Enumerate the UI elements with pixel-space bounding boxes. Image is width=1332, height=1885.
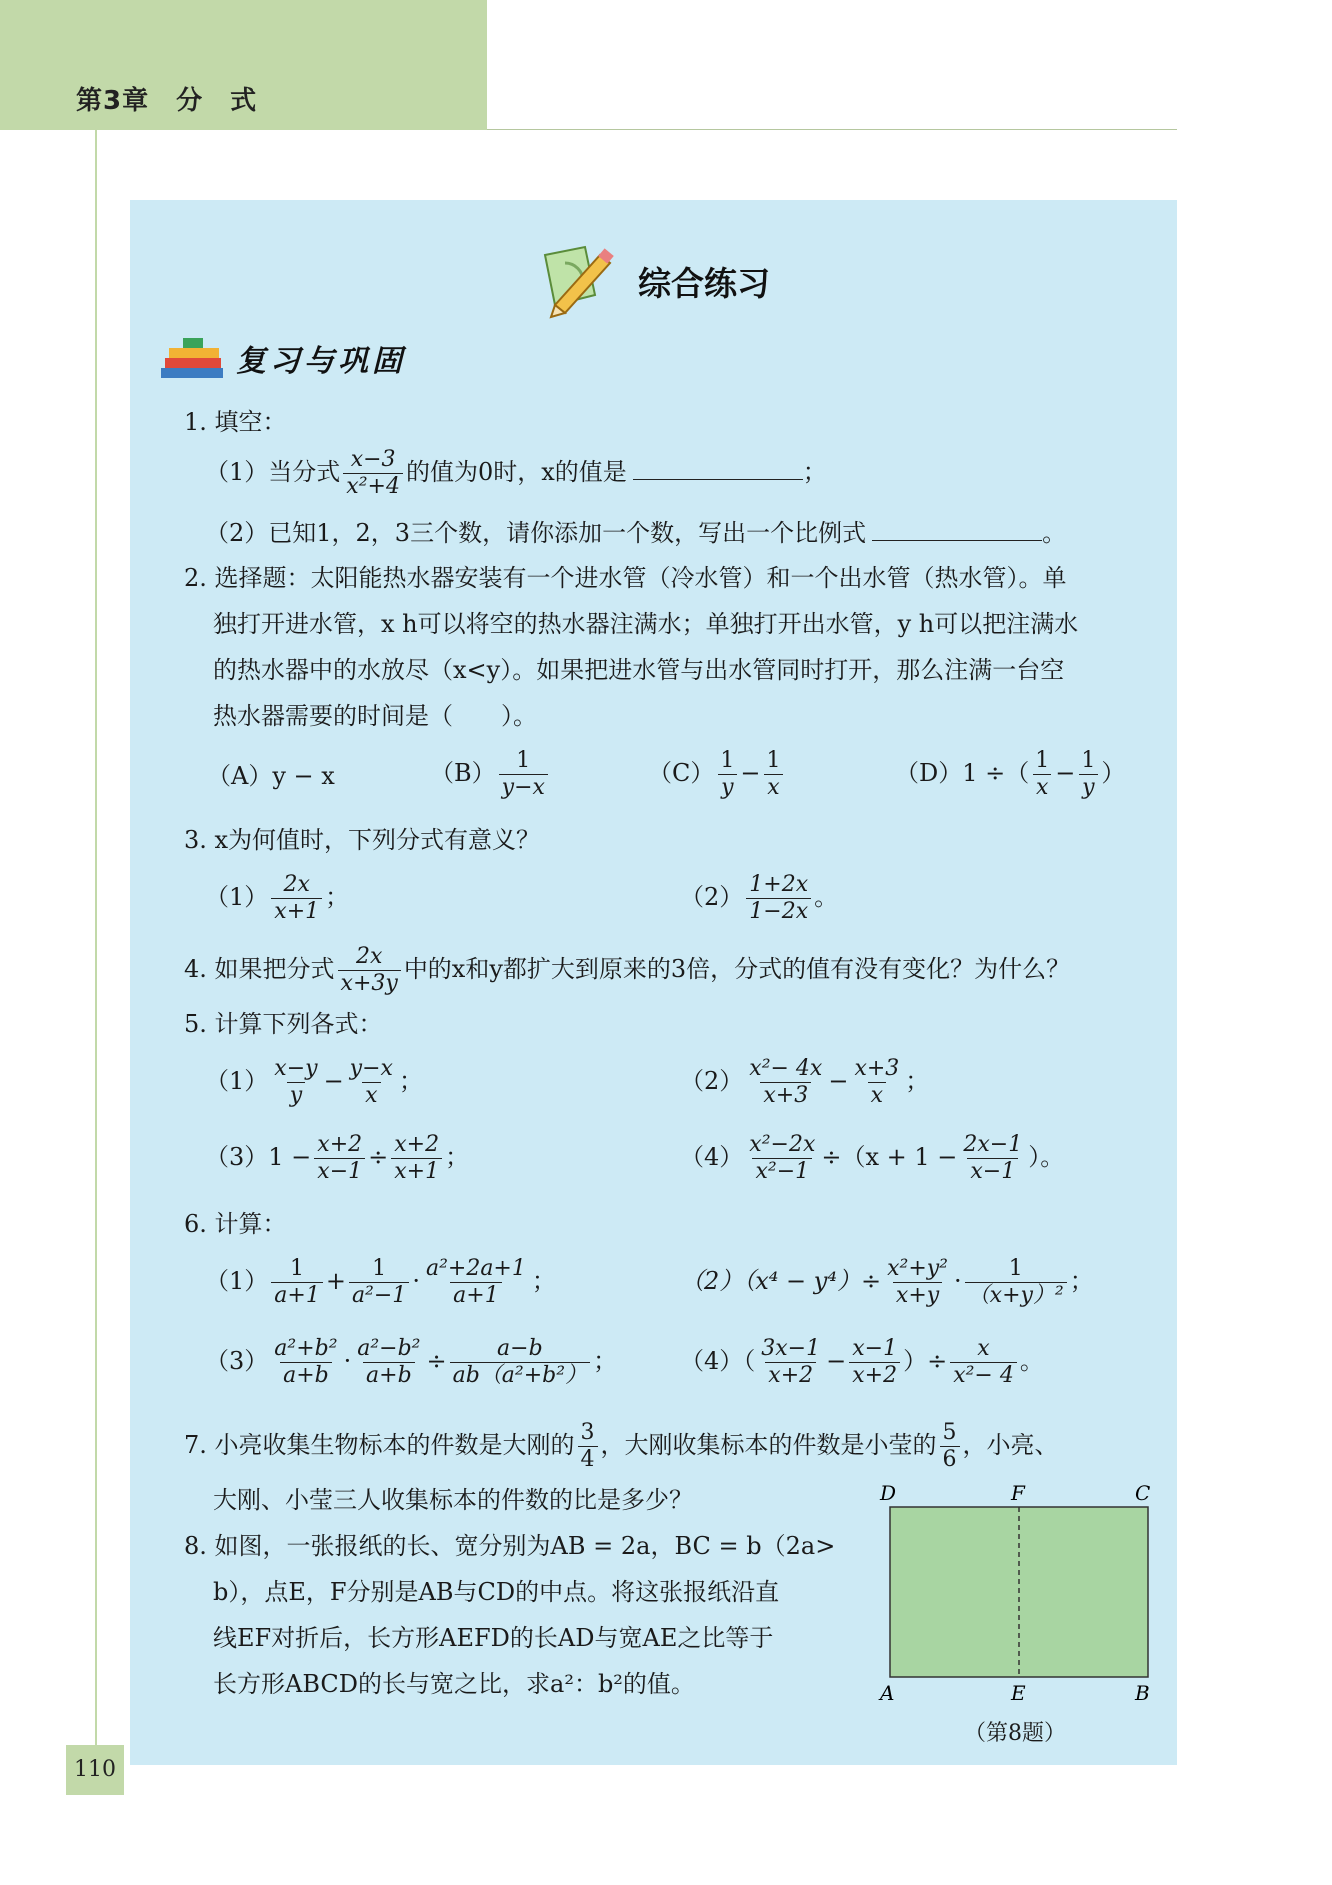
margin-rule	[95, 130, 97, 1795]
q5-heading: 5. 计算下列各式：	[184, 1010, 383, 1038]
q5-part3: （3）1 − $\frac{x+2}{x-1}$ ÷ $\frac{x+2}{x+1}$ ；	[205, 1132, 470, 1184]
chapter-title: 第3章 分 式	[76, 86, 258, 116]
answer-blank	[633, 457, 803, 480]
page-number: 110	[66, 1745, 124, 1795]
q1-part1: （1）当分式 $\frac{x-3}{\text{x²+4}}$ 的值为0时，x的值是 ；	[205, 447, 827, 499]
q2-option-d: （D）1 ÷（ $\frac{1}{x}$ − $\frac{1}{y}$ ）	[895, 748, 1126, 800]
header-rule	[487, 129, 1177, 130]
label-b: B	[1135, 1681, 1150, 1705]
q8-line-1: 8. 如图，一张报纸的长、宽分别为AB = 2a，BC = b（2a>	[184, 1532, 836, 1560]
q6-part2: （2）（x⁴ − y⁴）÷ $\frac{\text{x²+y²}}{x+y}$ · $\frac{1}{\text{（x+y）²}}$ ；	[680, 1256, 1094, 1308]
q2-line-4: 热水器需要的时间是（ ）。	[213, 702, 537, 730]
section-title: 复习与巩固	[236, 344, 406, 379]
q4-text: 4. 如果把分式 $\frac{2x}{x+3y}$ 中的x和y都扩大到原来的3倍，分式的值有没有变化？为什么？	[184, 944, 1071, 996]
figure-caption: （第8题）	[964, 1721, 1066, 1746]
q1-part2: （2）已知1，2，3三个数，请你添加一个数，写出一个比例式 。	[205, 519, 1067, 547]
q8-line-2: b），点E，F分别是AB与CD的中点。将这张报纸沿直	[213, 1578, 780, 1606]
q3-part2: （2） $\frac{1+2x}{1-2x}$ 。	[680, 872, 839, 924]
q8-line-3: 线EF对折后，长方形AEFD的长AD与宽AE之比等于	[213, 1624, 774, 1652]
chapter-header	[0, 0, 487, 130]
q2-line-1: 2. 选择题：太阳能热水器安装有一个进水管（冷水管）和一个出水管（热水管）。单	[184, 564, 1067, 592]
q5-part2: （2） $\frac{\text{x²− 4x}}{x+3}$ − $\frac{x+3}{x}$ ；	[680, 1056, 930, 1108]
q2-option-b: （B） $\frac{1}{y-x}$	[430, 748, 551, 801]
q2-option-c: （C） $\frac{1}{y}$ − $\frac{1}{x}$	[648, 748, 786, 801]
q5-part4: （4） $\frac{\text{x²−2x}}{\text{x²−1}}$ ÷（x + 1 − $\frac{2x-1}{x-1}$ ）。	[680, 1132, 1065, 1184]
q8-line-4: 长方形ABCD的长与宽之比，求a²：b²的值。	[213, 1670, 695, 1698]
q7-line-2: 大刚、小莹三人收集标本的件数的比是多少？	[213, 1486, 693, 1514]
label-d: D	[880, 1481, 897, 1505]
q3-heading: 3. x为何值时，下列分式有意义？	[184, 826, 541, 854]
label-a: A	[880, 1681, 895, 1705]
label-f: F	[1011, 1481, 1025, 1505]
q2-line-2: 独打开进水管，x h可以将空的热水器注满水；单独打开出水管，y h可以把注满水	[213, 610, 1079, 638]
q6-part4: （4）（ $\frac{3x-1}{x+2}$ − $\frac{x-1}{x+2}$ ）÷ $\frac{x}{\text{x²− 4}}$ 。	[680, 1336, 1044, 1388]
label-c: C	[1135, 1481, 1151, 1505]
q2-option-a: （A）y − x	[207, 762, 335, 790]
label-e: E	[1011, 1681, 1026, 1705]
pencil-ruler-icon	[525, 245, 625, 320]
answer-blank	[872, 518, 1042, 541]
books-icon	[155, 336, 230, 384]
q8-figure	[880, 1480, 1151, 1705]
q2-line-3: 的热水器中的水放尽（x<y）。如果把进水管与出水管同时打开，那么注满一台空	[213, 656, 1065, 684]
q1-heading: 1. 填空：	[184, 408, 287, 436]
q3-part1: （1） $\frac{2x}{x+1}$ ；	[205, 872, 350, 924]
q5-part1: （1） $\frac{x-y}{y}$ − $\frac{y-x}{x}$ ；	[205, 1056, 423, 1108]
q6-part3: （3） $\frac{\text{a²+b²}}{a+b}$ · $\frac{\text{a²−b²}}{a+b}$ ÷ $\frac{a-b}{\text{ab（a²+b²）}}$ ；	[205, 1336, 618, 1388]
fraction: $\frac{x-3}{\text{x²+4}}$	[343, 447, 403, 500]
panel-title: 综合练习	[638, 264, 770, 303]
q7-line-1: 7. 小亮收集生物标本的件数是大刚的 $\frac{3}{4}$ ，大刚收集标本的件数是小莹的 $\frac{5}{6}$ ，小亮、	[184, 1420, 1059, 1472]
q6-heading: 6. 计算：	[184, 1210, 287, 1238]
q6-part1: （1） $\frac{1}{a+1}$ + $\frac{1}{\text{a²−1}}$ · $\frac{\text{a²+2a+1}}{a+1}$ ；	[205, 1256, 556, 1308]
